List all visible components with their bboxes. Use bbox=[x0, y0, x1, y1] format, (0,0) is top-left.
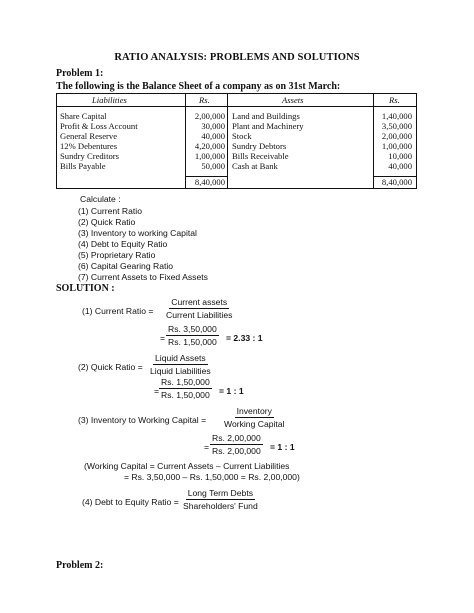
liability-name: Sundry Creditors bbox=[60, 151, 119, 161]
working-capital-note-line-1: (Working Capital = Current Assets – Current Liabilities bbox=[84, 461, 290, 471]
balance-sheet-table bbox=[56, 93, 417, 189]
asset-name: Bills Receivable bbox=[232, 151, 289, 161]
calc-item: (2) Quick Ratio bbox=[78, 217, 136, 227]
inventory-wc-values bbox=[210, 433, 263, 456]
asset-name: Stock bbox=[232, 131, 252, 141]
current-ratio-result: = 2.33 : 1 bbox=[226, 333, 263, 343]
table-header-rule bbox=[56, 106, 417, 107]
calc-item: (3) Inventory to working Capital bbox=[78, 228, 197, 238]
quick-ratio-result: = 1 : 1 bbox=[219, 386, 244, 396]
fraction-numerator: Rs. 2,00,000 bbox=[212, 433, 261, 443]
calc-item: (6) Capital Gearing Ratio bbox=[78, 261, 174, 271]
working-capital-note-line-2: = Rs. 3,50,000 – Rs. 1,50,000 = Rs. 2,00,000) bbox=[124, 472, 300, 482]
calc-item: (5) Proprietary Ratio bbox=[78, 250, 156, 260]
fraction-numerator: Rs. 3,50,000 bbox=[168, 324, 217, 334]
equals-sign: = bbox=[154, 386, 160, 396]
fraction-denominator: Rs. 1,50,000 bbox=[168, 337, 217, 347]
fraction-denominator: Rs. 1,50,000 bbox=[161, 390, 210, 400]
problem-2-heading: Problem 2: bbox=[56, 560, 104, 571]
inventory-wc-formula bbox=[222, 406, 287, 429]
table-top-rule bbox=[56, 93, 417, 94]
asset-amount: 40,000 bbox=[388, 161, 412, 171]
fraction-denominator: Current Liabilities bbox=[166, 310, 233, 320]
header-rs-liabilities: Rs. bbox=[199, 95, 210, 105]
fraction-denominator: Working Capital bbox=[224, 419, 285, 429]
asset-amount: 1,00,000 bbox=[381, 141, 412, 151]
header-assets: Assets bbox=[282, 95, 304, 105]
quick-ratio-label: (2) Quick Ratio = bbox=[78, 362, 143, 372]
liability-name: General Reserve bbox=[60, 131, 118, 141]
assets-total: 8,40,000 bbox=[381, 177, 412, 187]
liability-amount: 1,00,000 bbox=[194, 151, 225, 161]
liabilities-total: 8,40,000 bbox=[194, 177, 225, 187]
asset-name: Plant and Machinery bbox=[232, 121, 304, 131]
asset-name: Sundry Debtors bbox=[232, 141, 287, 151]
asset-name: Land and Buildings bbox=[232, 111, 300, 121]
liability-name: Bills Payable bbox=[60, 161, 106, 171]
asset-amount: 1,40,000 bbox=[381, 111, 412, 121]
inventory-wc-label: (3) Inventory to Working Capital = bbox=[78, 415, 207, 425]
fraction-numerator: Current assets bbox=[171, 297, 228, 307]
debt-equity-formula bbox=[181, 488, 260, 511]
fraction-denominator: Rs. 2,00,000 bbox=[212, 446, 261, 456]
asset-amount: 10,000 bbox=[388, 151, 412, 161]
equals-sign: = bbox=[204, 442, 210, 452]
fraction-denominator: Liquid Liabilities bbox=[150, 366, 211, 376]
header-liabilities: Liabilities bbox=[92, 95, 127, 105]
liability-amount: 2,00,000 bbox=[194, 111, 225, 121]
problem-1-heading: Problem 1: bbox=[56, 68, 104, 79]
problem-1-intro: The following is the Balance Sheet of a company as on 31st March: bbox=[56, 81, 341, 92]
liability-amount: 40,000 bbox=[201, 131, 225, 141]
calc-item: (4) Debt to Equity Ratio bbox=[78, 239, 168, 249]
header-rs-assets: Rs. bbox=[389, 95, 400, 105]
solution-label: SOLUTION : bbox=[56, 283, 115, 294]
fraction-numerator: Long Term Debts bbox=[187, 488, 254, 498]
asset-name: Cash at Bank bbox=[232, 161, 278, 171]
calculate-label: Calculate : bbox=[80, 194, 121, 204]
table-col-rule-3 bbox=[373, 93, 374, 189]
quick-ratio-formula bbox=[148, 353, 213, 376]
table-left-rule bbox=[56, 93, 57, 189]
fraction-numerator: Rs. 1,50,000 bbox=[161, 377, 210, 387]
liability-amount: 50,000 bbox=[201, 161, 225, 171]
calc-item: (1) Current Ratio bbox=[78, 206, 142, 216]
asset-amount: 3,50,000 bbox=[381, 121, 412, 131]
liability-name: 12% Debentures bbox=[60, 141, 118, 151]
current-ratio-values bbox=[166, 324, 219, 347]
liability-amount: 4,20,000 bbox=[194, 141, 225, 151]
fraction-numerator: Inventory bbox=[236, 406, 272, 416]
debt-equity-label: (4) Debt to Equity Ratio = bbox=[82, 497, 179, 507]
liability-name: Share Capital bbox=[60, 111, 107, 121]
calc-item: (7) Current Assets to Fixed Assets bbox=[78, 272, 208, 282]
fraction-numerator: Liquid Assets bbox=[155, 353, 206, 363]
asset-amount: 2,00,000 bbox=[381, 131, 412, 141]
current-ratio-label: (1) Current Ratio = bbox=[82, 306, 154, 316]
table-bottom-rule bbox=[56, 188, 417, 189]
current-ratio-formula bbox=[164, 297, 234, 320]
inventory-wc-result: = 1 : 1 bbox=[270, 442, 295, 452]
liability-name: Profit & Loss Account bbox=[60, 121, 138, 131]
table-col-rule-1 bbox=[185, 93, 186, 189]
liability-amount: 30,000 bbox=[201, 121, 225, 131]
fraction-denominator: Shareholders' Fund bbox=[183, 501, 258, 511]
page-title: RATIO ANALYSIS: PROBLEMS AND SOLUTIONS bbox=[114, 52, 360, 63]
quick-ratio-values bbox=[159, 377, 212, 400]
table-right-rule bbox=[416, 93, 417, 189]
table-col-rule-2 bbox=[227, 93, 228, 189]
equals-sign: = bbox=[160, 333, 166, 343]
